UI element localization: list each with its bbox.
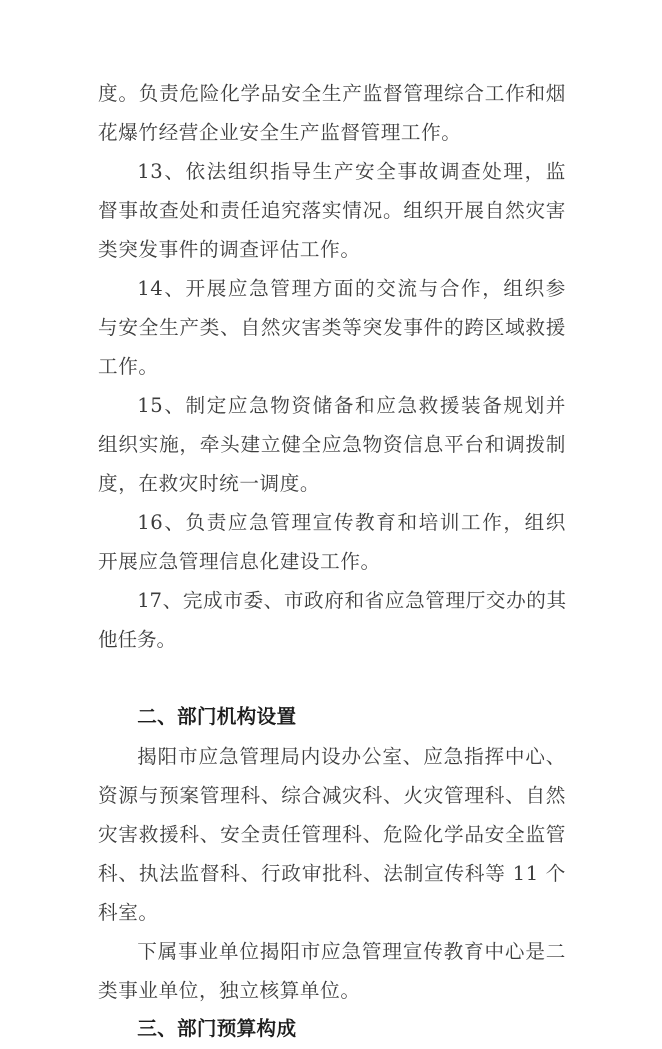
heading-section-two: 二、部门机构设置 (137, 706, 297, 728)
paragraph-item-14: 14、开展应急管理方面的交流与合作，组织参与安全生产类、自然灾害类等突发事件的跨区域救援工作。 (98, 277, 566, 378)
heading-section-three: 三、部门预算构成 (137, 1018, 297, 1040)
paragraph-item-16: 16、负责应急管理宣传教育和培训工作，组织开展应急管理信息化建设工作。 (98, 511, 566, 573)
document-text-column (98, 74, 566, 1049)
paragraph-item-15: 15、制定应急物资储备和应急救援装备规划并组织实施，牵头建立健全应急物资信息平台和调拨制度，在救灾时统一调度。 (98, 394, 566, 495)
paragraph-item-13: 13、依法组织指导生产安全事故调查处理，监督事故查处和责任追究落实情况。组织开展自然灾害类突发事件的调查评估工作。 (98, 160, 566, 261)
paragraph-item-17: 17、完成市委、市政府和省应急管理厅交办的其他任务。 (98, 589, 566, 651)
section-gap (98, 659, 566, 698)
paragraph-departments-list: 揭阳市应急管理局内设办公室、应急指挥中心、资源与预案管理科、综合减灾科、火灾管理科、自然灾害救援科、安全责任管理科、危险化学品安全监管科、执法监督科、行政审批科、法制宣传科等 11 个科室。 (98, 745, 566, 924)
paragraph-item-12-continued: 度。负责危险化学品安全生产监督管理综合工作和烟花爆竹经营企业安全生产监督管理工作。 (98, 82, 566, 144)
paragraph-subordinate-unit: 下属事业单位揭阳市应急管理宣传教育中心是二类事业单位，独立核算单位。 (98, 940, 566, 1002)
